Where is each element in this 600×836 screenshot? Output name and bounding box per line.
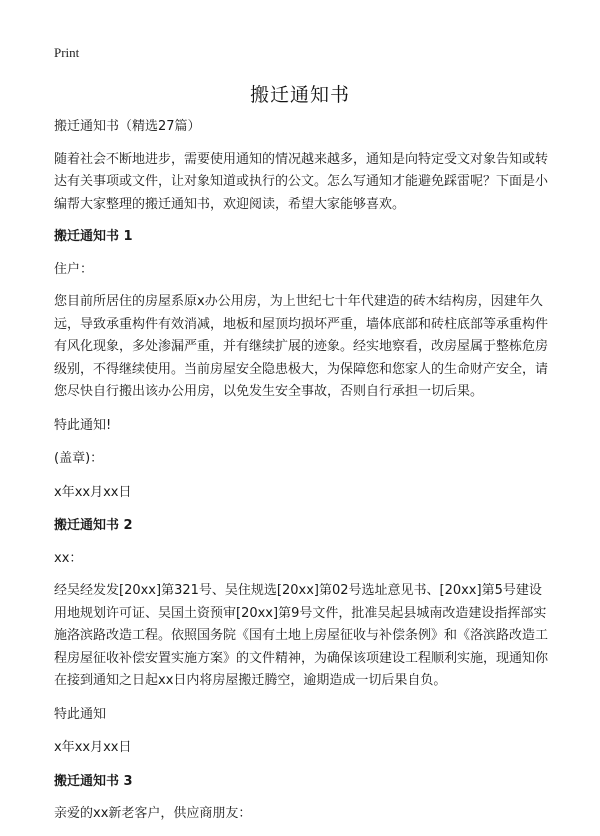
document-body <box>54 116 550 836</box>
section-1-body: 您目前所居住的房屋系原x办公用房，为上世纪七十年代建造的砖木结构房，因建年久远，导致承重构件有效消减，地板和屋顶均损坏严重，墙体底部和砖柱底部等承重构件有风化现象，多处渗漏严重，并有继续扩展的迹象。经实地察看，改房屋属于整栋危房级别，不得继续使用。当前房屋安全隐患极大，为保障您和您家人的生命财产安全，请您尽快自行搬出该办公用房，以免发生安全事故，否则自行承担一切后果。 <box>54 294 549 399</box>
section-1-heading: 搬迁通知书 1 <box>54 229 133 244</box>
section-2-date: x年xx月xx日 <box>54 740 132 755</box>
print-label: Print <box>54 45 80 60</box>
section-1-greeting: 住户： <box>54 261 94 277</box>
page-title: 搬迁通知书 <box>249 84 350 106</box>
section-2-heading: 搬迁通知书 2 <box>54 518 133 533</box>
document-subtitle: 搬迁通知书（精选27篇） <box>54 119 201 134</box>
section-2-greeting: xx： <box>54 550 83 566</box>
section-1-date: x年xx月xx日 <box>54 484 132 500</box>
section-3-greeting: 亲爱的xx新老客户，供应商朋友： <box>54 806 252 821</box>
section-1-notice: 特此通知! <box>54 417 112 433</box>
section-2-body: 经吴经发发[20xx]第321号、吴住规选[20xx]第02号选址意见书、[20xx]第5号建设用地规划许可证、吴国土资预审[20xx]第9号文件，批准吴起县城南改造建设指挥部实施洛滨路改造工程。依照国务院《国有土地上房屋征收与补偿条例》和《洛滨路改造工程房屋征收补偿安置实施方案》的文件精神，为确保该项建设工程顺利实施，现通知你在接到通知之日起xx日内将房屋搬迁腾空，逾期造成一切后果自负。 <box>54 583 549 688</box>
section-3-heading: 搬迁通知书 3 <box>54 773 133 789</box>
intro-paragraph: 随着社会不断地进步，需要使用通知的情况越来越多，通知是向特定受文对象告知或转达有关事项或文件，让对象知道或执行的公文。怎么写通知才能避免踩雷呢？下面是小编帮大家整理的搬迁通知书，欢迎阅读，希望大家能够喜欢。 <box>54 151 549 212</box>
section-2-notice: 特此通知 <box>54 706 107 722</box>
section-1-seal: (盖章)： <box>54 451 104 466</box>
